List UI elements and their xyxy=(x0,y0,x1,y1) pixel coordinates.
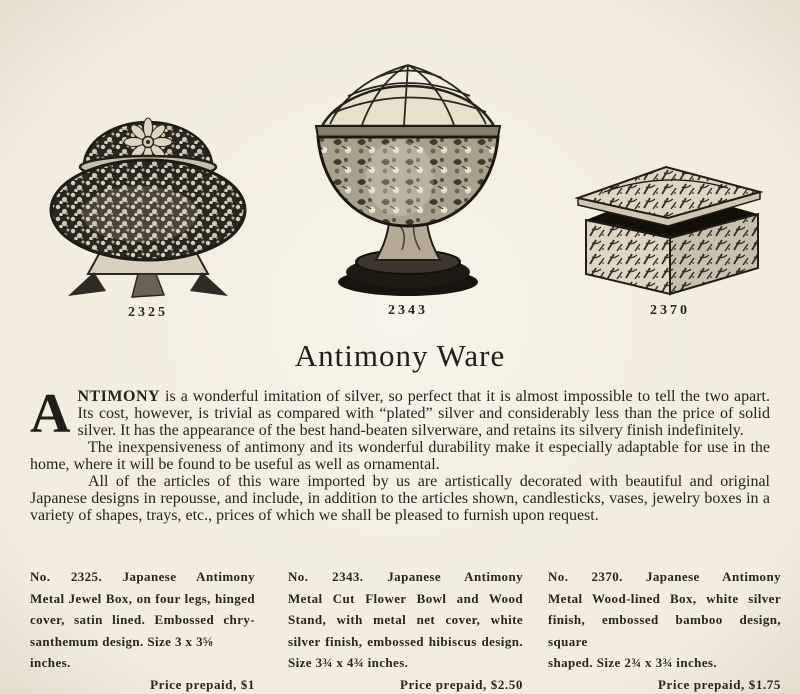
listing-line: No. 2325. Japanese Antimony xyxy=(30,569,255,584)
listing-line: Size 3¾ x 4¾ inches. xyxy=(288,655,409,670)
listing-line: santhemum design. Size 3 x 3⅝ inches. xyxy=(30,633,214,670)
listing-line: Metal Jewel Box, on four legs, hinged xyxy=(30,590,255,606)
listing-line: No. 2343. Japanese Antimony xyxy=(288,569,523,584)
listing-line: Metal Cut Flower Bowl and Wood xyxy=(288,590,523,606)
drop-cap: A xyxy=(30,383,71,445)
paragraph-1-text: is a wonderful imitation of silver, so perfect that it is almost impossible to tell the two apart. Its cost, however, is trivial as compared with “plated” silver and considerably less than the price of solid silver. It has the appearance of the best hand-beaten silverware, and retains its silvery finish indefinitely. xyxy=(77,388,770,439)
listing-line: No. 2370. Japanese Antimony xyxy=(548,569,781,584)
listing-line: silver finish, embossed hibiscus design. xyxy=(288,633,523,649)
page-title: Antimony Ware xyxy=(294,338,506,373)
listing-line: finish, embossed bamboo design, square xyxy=(548,612,781,649)
listing-2325 xyxy=(30,566,255,694)
jewel-box-illustration xyxy=(40,96,256,302)
intro-paragraph-2: The inexpensiveness of antimony and its wonderful durability make it especially adaptable for use in the home, where it will be found to be useful as well as ornamental. xyxy=(30,439,770,473)
figure-flower-bowl xyxy=(306,56,510,319)
product-number-2325: 2325 xyxy=(128,305,168,320)
price-2325: Price prepaid, $1 xyxy=(150,676,255,692)
price-2343: Price prepaid, $2.50 xyxy=(400,676,523,692)
intro-text xyxy=(30,383,770,524)
lead-word: NTIMONY xyxy=(77,388,161,405)
figure-jewel-box xyxy=(40,96,256,321)
figure-bamboo-box xyxy=(570,154,770,319)
product-number-2370: 2370 xyxy=(650,303,690,318)
flower-bowl-illustration xyxy=(306,56,510,300)
intro-paragraph-1 xyxy=(30,383,770,445)
product-illustrations xyxy=(0,0,800,334)
intro-paragraph-3: All of the articles of this ware imported by us are artistically decorated with beautiful and original Japanese designs in repousse, and include, in addition to the articles shown, candlesticks, vases, jewelry boxes in a variety of shapes, trays, etc., prices of which we shall be pleased to furnish upon request. xyxy=(30,473,770,524)
product-listings xyxy=(30,566,781,694)
listing-line: Stand, with metal net cover, white xyxy=(288,612,523,627)
listing-2343 xyxy=(288,566,523,694)
price-2370: Price prepaid, $1.75 xyxy=(658,676,781,692)
listing-line: shaped. Size 2¾ x 3¾ inches. xyxy=(548,655,718,670)
product-number-2343: 2343 xyxy=(388,303,428,318)
listing-line: Metal Wood-lined Box, white silver xyxy=(548,590,781,606)
listing-line: cover, satin lined. Embossed chry- xyxy=(30,612,255,627)
listing-2370 xyxy=(548,566,781,694)
bamboo-box-illustration xyxy=(570,154,770,300)
